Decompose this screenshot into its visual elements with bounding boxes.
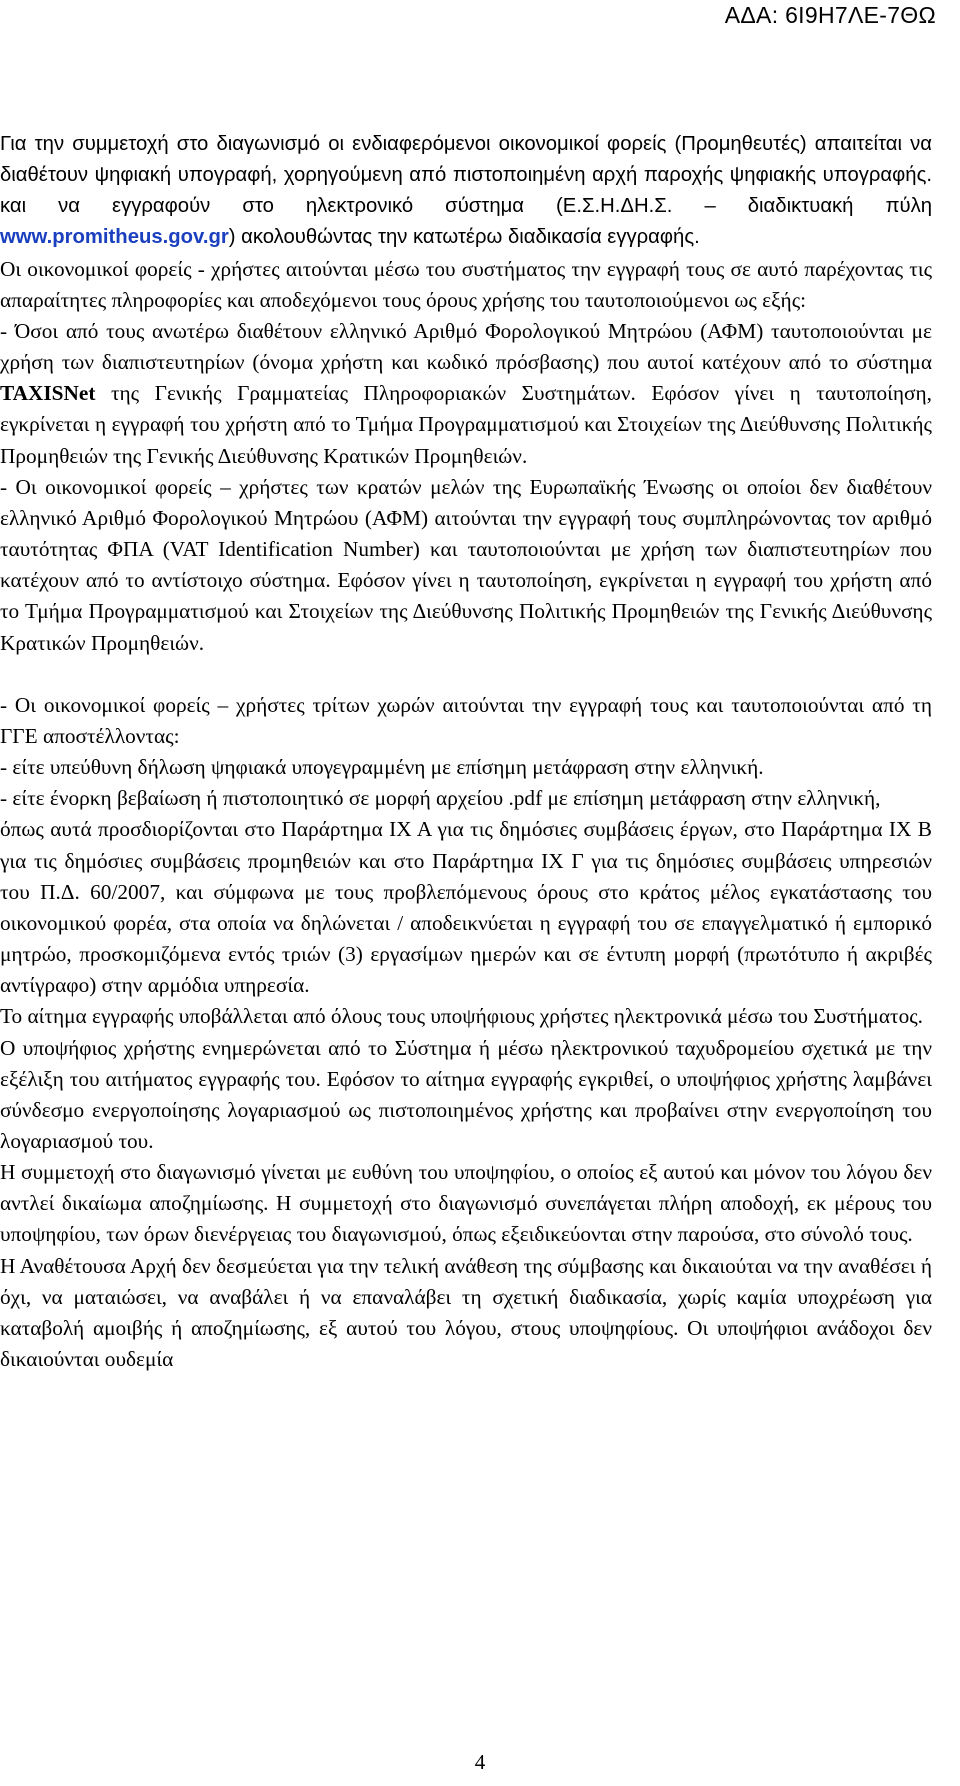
paragraph-registration-intro-tail: ) ακολουθώντας την κατωτέρω διαδικασία εγγραφής.: [228, 226, 700, 249]
paragraph-user-identification: Οι οικονομικοί φορείς - χρήστες αιτούνται μέσω του συστήματος την εγγραφή τους σε αυτό παρέχοντας τις απαραίτητες πληροφορίες και αποδεχόμενοι τους όρους χρήσης του ταυτοποιούμενοι ως εξής:: [0, 256, 932, 312]
taxisnet-label: TAXISNet: [0, 381, 96, 406]
document-body: [0, 129, 932, 1375]
page-number: 4: [474, 1750, 486, 1774]
ada-code: ΑΔΑ: 6Ι9Η7ΛΕ-7ΘΩ: [724, 2, 936, 28]
paragraph-registration-intro: [0, 129, 932, 254]
blank-line: [0, 659, 932, 690]
paragraph-solemn-declaration: - είτε υπεύθυνη δήλωση ψηφιακά υπογεγραμμένη με επίσημη μετάφραση στην ελληνική.: [0, 755, 764, 780]
paragraph-participation-liability: Η συμμετοχή στο διαγωνισμό γίνεται με ευθύνη του υποψηφίου, ο οποίος εξ αυτού και μόνον του λόγου δεν αντλεί δικαίωμα αποζημίωσης. Η συμμετοχή στο διαγωνισμό συνεπάγεται πλήρη αποδοχή, εκ μέρους του υποψηφίου, των όρων διενέργειας του διαγωνισμού, όπως εξειδικεύονται στην παρούσα, στο σύνολό τους.: [0, 1160, 932, 1247]
paragraph-registration-request: Το αίτημα εγγραφής υποβάλλεται από όλους τους υποψήφιους χρήστες ηλεκτρονικά μέσω του Συστήματος.: [0, 1004, 923, 1029]
paragraph-greek-afm-lead: - Όσοι από τους ανωτέρω διαθέτουν ελληνικό Αριθμό Φορολογικού Μητρώου (ΑΦΜ) ταυτοποιούνται με χρήση των διαπιστευτηρίων (όνομα χρήστη και κωδικό πρόσβασης) που αυτοί κατέχουν από το σύστημα: [0, 318, 932, 375]
paragraph-sworn-certificate: - είτε ένορκη βεβαίωση ή πιστοποιητικό σε μορφή αρχείου .pdf με επίσημη μετάφραση στην ελληνική,: [0, 786, 881, 811]
paragraph-contracting-authority: Η Αναθέτουσα Αρχή δεν δεσμεύεται για την τελική ανάθεση της σύμβασης και δικαιούται να την αναθέσει ή όχι, να ματαιώσει, να αναβάλει ή να επαναλάβει τη σχετική διαδικασία, χωρίς καμία υποχρέωση για καταβολή αμοιβής ή αποζημίωσης, εξ αυτού του λόγου, στους υποψηφίους. Οι υποψήφιοι ανάδοχοι δεν δικαιούνται ουδεμία: [0, 1253, 932, 1372]
paragraph-greek-afm-tail: της Γενικής Γραμματείας Πληροφοριακών Συστημάτων. Εφόσον γίνει η ταυτοποίηση, εγκρίνεται η εγγραφή του χρήστη από το Τμήμα Προγραμματισμού και Στοιχείων της Διεύθυνσης Πολιτικής Προμηθειών της Γενικής Διεύθυνσης Κρατικών Προμηθειών.: [0, 381, 932, 468]
paragraph-third-country-users: - Οι οικονομικοί φορείς – χρήστες τρίτων χωρών αιτούνται την εγγραφή τους και ταυτοποιούνται από τη ΓΓΕ αποστέλλοντας:: [0, 692, 932, 748]
paragraph-annex-references: όπως αυτά προσδιορίζονται στο Παράρτημα ΙΧ Α για τις δημόσιες συμβάσεις έργων, στο Παράρτημα ΙΧ Β για τις δημόσιες συμβάσεις προμηθειών και στο Παράρτημα ΙΧ Γ για τις δημόσιες συμβάσεις υπηρεσιών του Π.Δ. 60/2007, και σύμφωνα με τους προβλεπόμενους όρους στο κράτος μέλος εγκατάστασης του οικονομικού φορέα, στα οποία να δηλώνεται / αποδεικνύεται η εγγραφή του σε επαγγελματικό ή εμπορικό μητρώο, προσκομιζόμενα εντός τριών (3) εργασίμων ημερών και σε έντυπη μορφή (πρωτότυπο ή ακριβές αντίγραφο) στην αρμόδια υπηρεσία.: [0, 817, 932, 998]
paragraph-eu-users: - Οι οικονομικοί φορείς – χρήστες των κρατών μελών της Ευρωπαϊκής Ένωσης οι οποίοι δεν διαθέτουν ελληνικό Αριθμό Φορολογικού Μητρώου (ΑΦΜ) αιτούνται την εγγραφή τους συμπληρώνοντας τον αριθμό ταυτότητας ΦΠΑ (VAT Identification Number) και ταυτοποιούνται με χρήση των διαπιστευτηρίων που κατέχουν από το αντίστοιχο σύστημα. Εφόσον γίνει η ταυτοποίηση, εγκρίνεται η εγγραφή του χρήστη από το Τμήμα Προγραμματισμού και Στοιχείων της Διεύθυνσης Πολιτικής Προμηθειών της Γενικής Διεύθυνσης Κρατικών Προμηθειών.: [0, 474, 932, 655]
paragraph-user-notification: Ο υποψήφιος χρήστης ενημερώνεται από το Σύστημα ή μέσω ηλεκτρονικού ταχυδρομείου σχετικά με την εξέλιξη του αιτήματος εγγραφής του. Εφόσον το αίτημα εγγραφής εγκριθεί, ο υποψήφιος χρήστης λαμβάνει σύνδεσμο ενεργοποίησης λογαριασμού ως πιστοποιημένος χρήστης και προβαίνει στην ενεργοποίηση του λογαριασμού του.: [0, 1035, 932, 1153]
paragraph-registration-intro-lead: Για την συμμετοχή στο διαγωνισμό οι ενδιαφερόμενοι οικονομικοί φορείς (Προμηθευτές) απαιτείται να διαθέτουν ψηφιακή υπογραφή, χορηγούμενη από πιστοποιημένη αρχή παροχής ψηφιακής υπογραφής. και να εγγραφούν στο ηλεκτρονικό σύστημα (Ε.Σ.Η.ΔΗ.Σ. – διαδικτυακή πύλη: [0, 133, 932, 218]
paragraph-greek-afm: [0, 316, 932, 472]
promitheus-link[interactable]: www.promitheus.gov.gr: [0, 226, 229, 249]
